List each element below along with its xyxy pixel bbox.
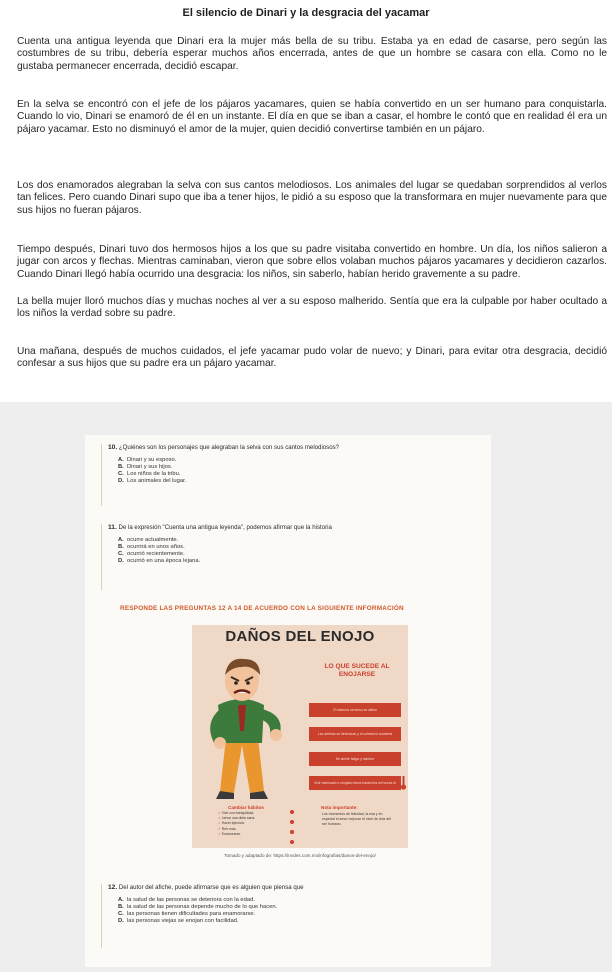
question-text: Del autor del afiche, puede afirmarse que es alguien que piensa que — [118, 884, 304, 891]
story-section — [0, 0, 612, 402]
story-paragraph: Los dos enamorados alegraban la selva con sus cantos melodiosos. Los animales del lugar se quedaban sorprendidos al verlos tan felices. Pero cuando Dinari supo que iba a tener hijos, le pidió a su esposo que la transformara en mujer nuevamente para que sus hijos no fueran pájaros. — [17, 180, 607, 216]
angry-man-illustration — [198, 653, 298, 803]
thermometer-icon — [400, 776, 407, 790]
answer-option[interactable]: D. las personas viejas se enojan con facilidad. — [118, 917, 239, 924]
section-instruction: RESPONDE LAS PREGUNTAS 12 A 14 DE ACUERDO CON LA SIGUIENTE INFORMACIÓN — [120, 605, 404, 612]
habit-item: ✓ Enamorarse. — [218, 832, 282, 837]
answer-option[interactable]: B. la salud de las personas depende mucho de lo que hacen. — [118, 903, 278, 910]
answer-option[interactable]: D. ocurrió en una época lejana. — [118, 557, 201, 564]
effect-box: El sistema nervioso se altera — [309, 703, 401, 717]
question-number: 12. — [108, 884, 118, 891]
habit-item: ✓ Llevar una dieta sana. — [218, 816, 282, 821]
story-paragraph: La bella mujer lloró muchos días y muchas noches al ver a su esposo malherido. Sentía que era la culpable por haber ocultado a los niños la verdad sobre su padre. — [17, 296, 607, 320]
story-paragraph: Tiempo después, Dinari tuvo dos hermosos hijos a los que su padre visitaba convertido en hombre. Un día, los niños salieron a jugar con arcos y flechas. Mientras caminaban, vieron que sobre ellos volaban muchos pájaros yacamares y decidieron cazarlos. Cuando Dinari llegó había ocurrido una desgracia: los niños, sin saberlo, habían herido gravemente a su padre. — [17, 244, 607, 280]
question-number: 11. — [108, 524, 117, 531]
habit-item: ✓ Hacer ejercicio. — [218, 821, 282, 826]
answer-option[interactable]: D. Los animales del lugar. — [118, 477, 187, 484]
effect-box: Vivir estresado o enojado eleva hasta tres mil veces el envejecimiento — [309, 776, 401, 790]
note-text: Los momentos de felicidad, la risa y en especial el amor mejoran el nivel de vida del ser humano. — [322, 812, 391, 827]
source-credit: Tomado y adaptado de: https://invdes.com.mx/infografias/danos-del-enojo/ — [224, 853, 376, 858]
habits-list — [218, 811, 282, 837]
answer-option[interactable]: C. ocurrió recientemente. — [118, 550, 185, 557]
story-paragraph: Cuenta una antigua leyenda que Dinari era la mujer más bella de su tribu. Estaba ya en edad de casarse, pero según las costumbres de su tribu, debería esperar muchos años encerrada, antes de que un hombre se casara con ella. Como no le gustaba permanecer encerrada, decidió escapar. — [17, 36, 607, 72]
story-paragraph: En la selva se encontró con el jefe de los pájaros yacamares, quien se había convertido en un ser humano para conquistarla. Cuando lo vio, Dinari se enamoró de él en un instante. El día en que se iban a casar, el hombre le contó que en realidad él era un pájaro yacamar. Esto no disminuyó el amor de la mujer, quien decidió convertirse también en un pájaro. — [17, 99, 607, 135]
answer-option[interactable]: C. las personas tienen dificultades para enamorarse. — [118, 910, 256, 917]
answer-option[interactable]: B. ocurrirá en unos años. — [118, 543, 185, 550]
answer-option[interactable]: A. ocurre actualmente. — [118, 537, 179, 543]
answer-option[interactable]: C. Los niños de la tribu. — [118, 470, 181, 477]
answer-option[interactable]: A. la salud de las personas se deteriora con la edad. — [118, 897, 255, 903]
effect-box: Se siente fatiga y hambre — [309, 752, 401, 766]
question-text: De la expresión "Cuenta una antigua leyenda", podemos afirmar que la historia — [118, 524, 332, 531]
divider-dots — [289, 808, 295, 846]
question-number: 10. — [108, 444, 118, 451]
infographic-poster — [192, 625, 408, 848]
note-title: Nota importante: — [321, 805, 358, 810]
question-10 — [101, 444, 485, 506]
answer-option[interactable]: B. Dinari y sus hijos. — [118, 463, 173, 470]
story-paragraph: Una mañana, después de muchos cuidados, el jefe yacamar pudo volar de nuevo; y Dinari, para evitar otra desgracia, decidió confesar a sus hijos que su padre era un pájaro yacamar. — [17, 346, 607, 370]
question-11 — [101, 524, 485, 590]
habits-title: Cambiar hábitos — [228, 805, 264, 810]
question-text: ¿Quiénes son los personajes que alegraban la selva con sus cantos melodiosos? — [118, 444, 340, 451]
answer-option[interactable]: A. Dinari y su esposo. — [118, 457, 177, 463]
question-12 — [101, 884, 485, 948]
habit-item: ✓ Reír más. — [218, 827, 282, 832]
habit-item: ✓ Vivir con tranquilidad. — [218, 811, 282, 816]
story-title: El silencio de Dinari y la desgracia del yacamar — [182, 7, 430, 19]
poster-title: DAÑOS DEL ENOJO — [225, 628, 375, 645]
effect-box: Las arterias se deterioran y el colesterol aumenta — [309, 727, 401, 741]
poster-subtitle: LO QUE SUCEDE AL ENOJARSE — [324, 663, 390, 678]
